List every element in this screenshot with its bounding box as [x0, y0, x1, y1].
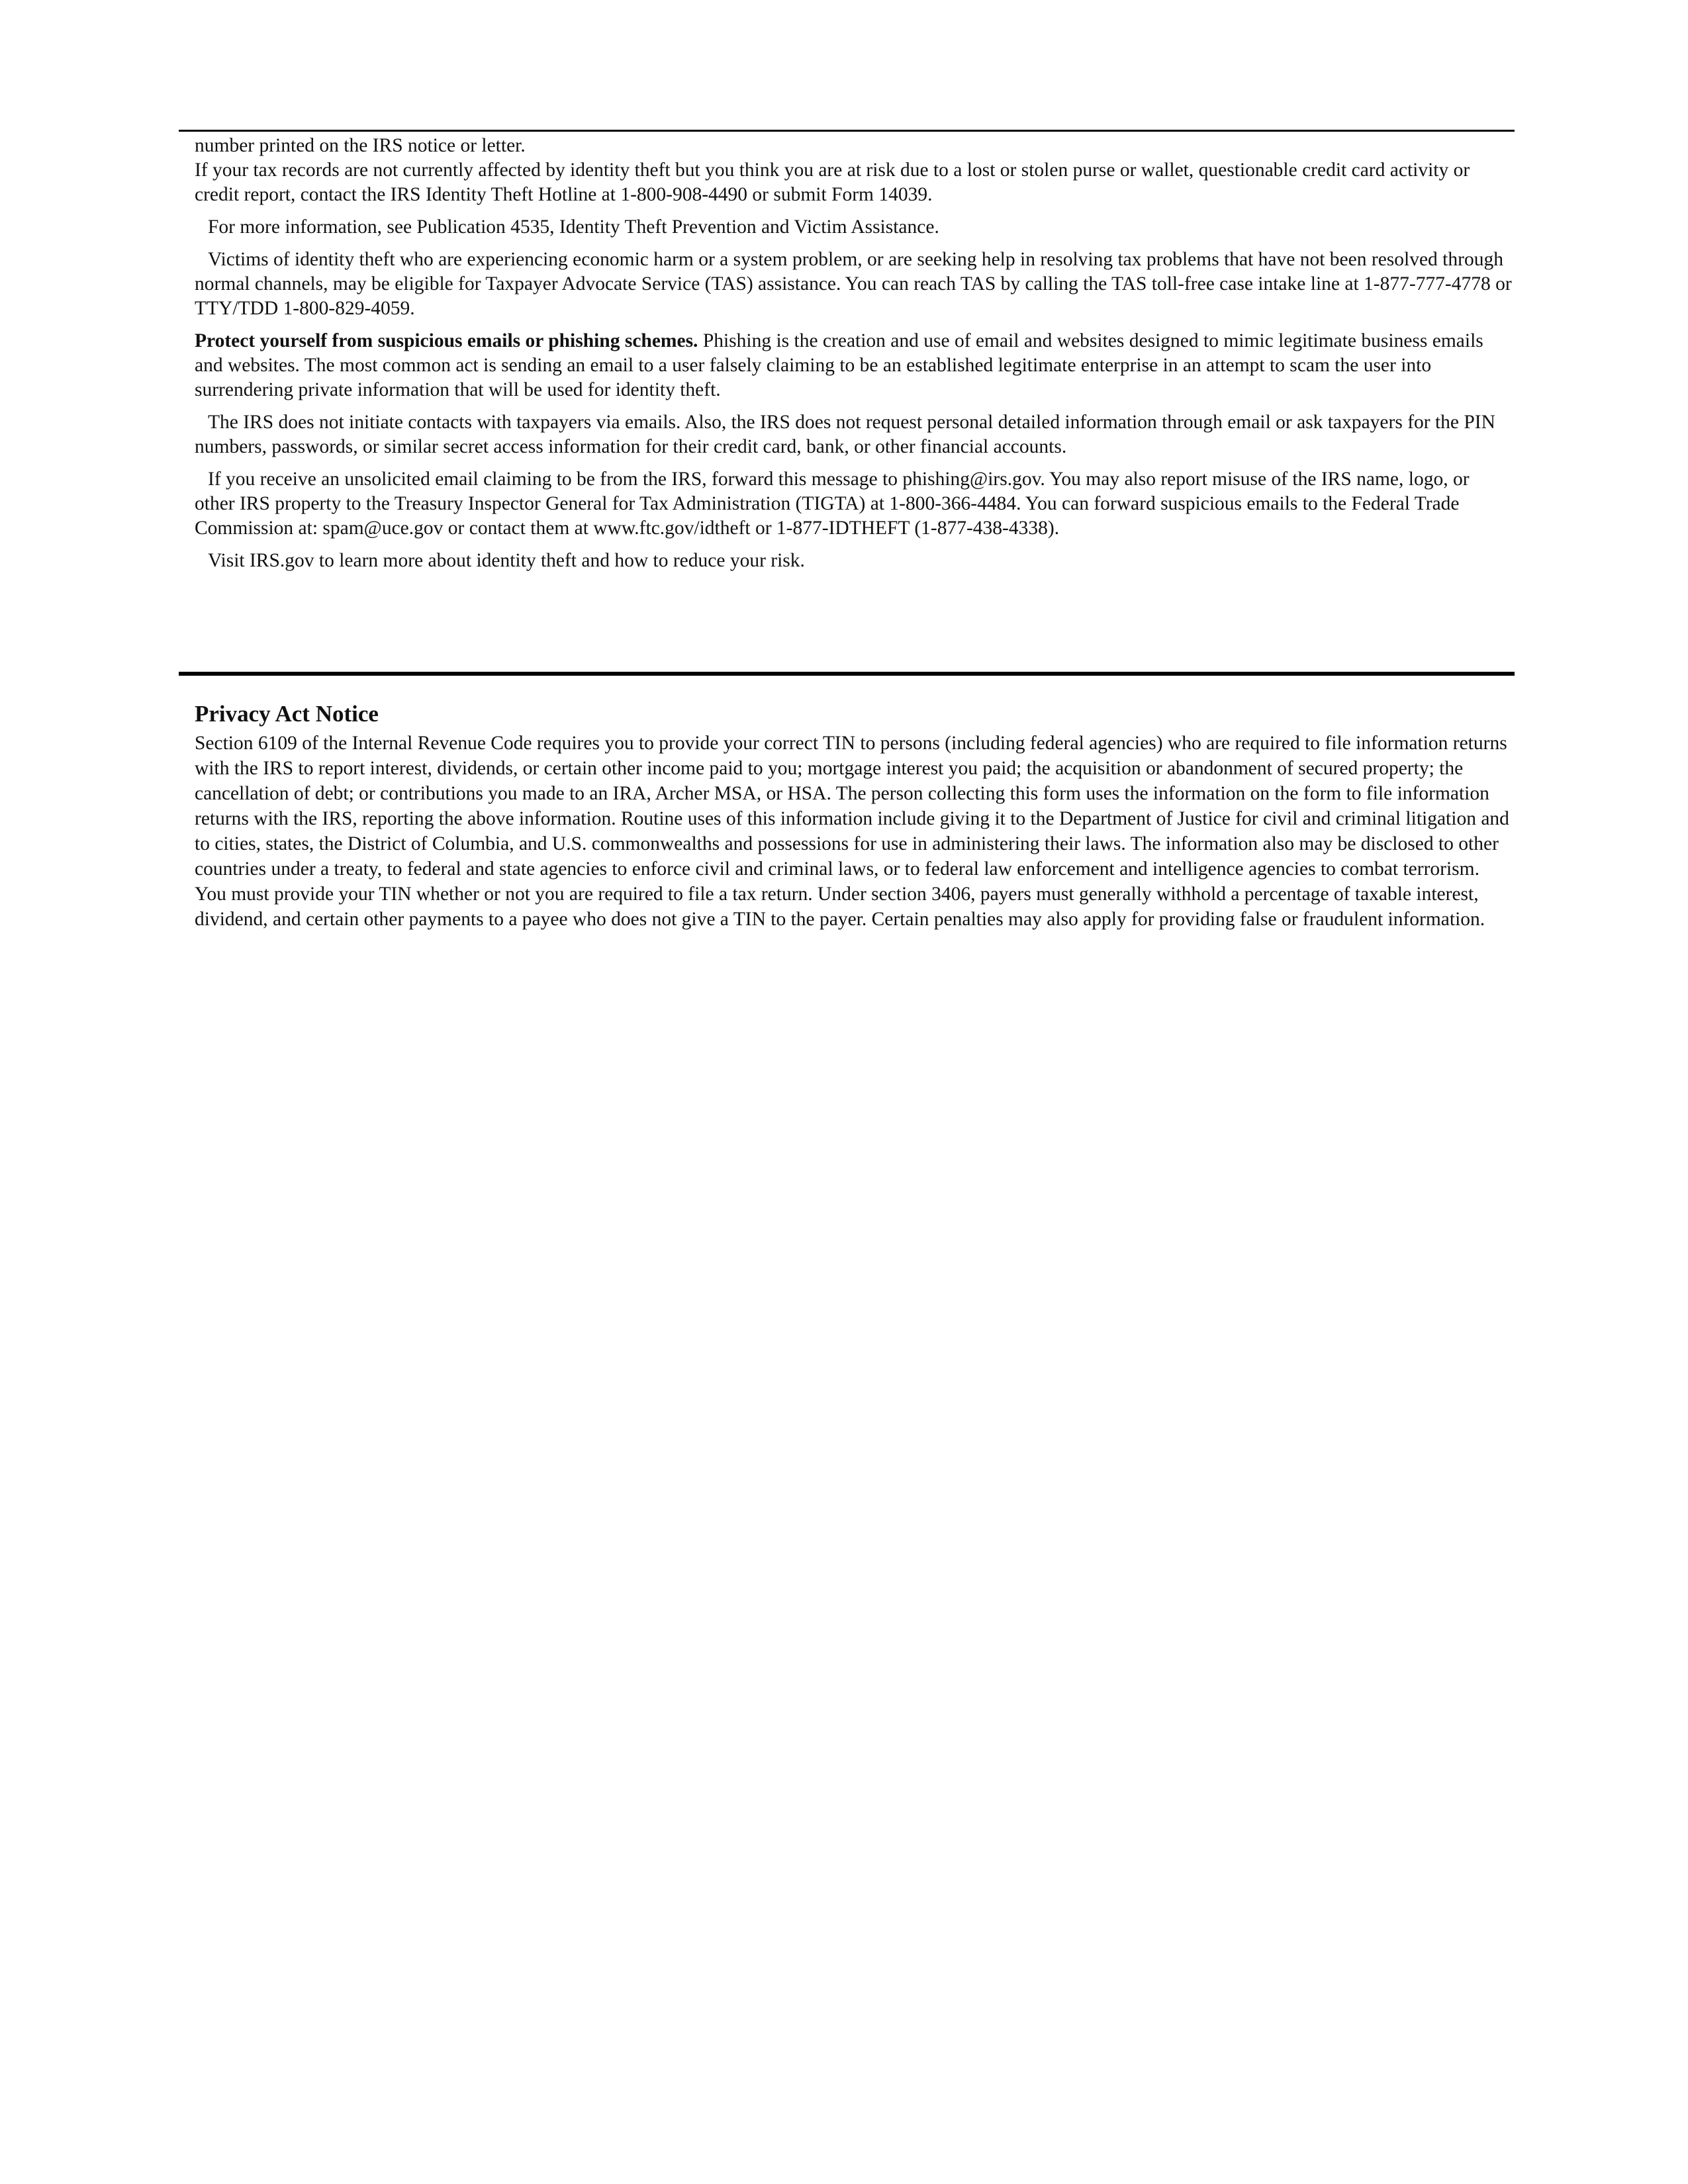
phishing-lead: Protect yourself from suspicious emails or phishing schemes.	[195, 330, 698, 351]
top-rule	[179, 130, 1515, 132]
identity-theft-section	[195, 134, 1512, 581]
visit-irs-paragraph: Visit IRS.gov to learn more about identity theft and how to reduce your risk.	[208, 550, 805, 571]
report-email-paragraph: If you receive an unsolicited email claiming to be from the IRS, forward this message to phishing@irs.gov. You may also report misuse of the IRS name, logo, or other IRS property to the Treasury Inspector General for Tax Administration (TIGTA) at 1-800-366-4484. You can forward suspicious emails to the Federal Trade Commission at: spam@uce.gov or contact them at www.ftc.gov/idtheft or 1-877-IDTHEFT (1-877-438-4338).	[195, 469, 1470, 539]
privacy-heading: Privacy Act Notice	[195, 701, 379, 727]
section-divider	[179, 672, 1515, 676]
tas-paragraph: Victims of identity theft who are experiencing economic harm or a system problem, or are seeking help in resolving tax problems that have not been resolved through normal channels, may be eligible for Taxpayer Advocate Service (TAS) assistance. You can reach TAS by calling the TAS toll-free case intake line at 1-877-777-4778 or TTY/TDD 1-800-829-4059.	[195, 249, 1512, 319]
hotline-paragraph: If your tax records are not currently affected by identity theft but you think you are at risk due to a lost or stolen purse or wallet, questionable credit card activity or credit report, contact the IRS Identity Theft Hotline at 1-800-908-4490 or submit Form 14039.	[195, 159, 1470, 205]
continued-paragraph: number printed on the IRS notice or letter.	[195, 135, 526, 156]
publication-paragraph: For more information, see Publication 4535, Identity Theft Prevention and Victim Assistance.	[208, 216, 939, 238]
privacy-act-section	[195, 700, 1512, 932]
phishing-text: Phishing is the creation and use of email and websites designed to mimic legitimate business emails and websites. The most common act is sending an email to a user falsely claiming to be an established legitimate enterprise in an attempt to scam the user into surrendering private information that will be used for identity theft.	[195, 330, 1483, 400]
irs-contact-paragraph: The IRS does not initiate contacts with taxpayers via emails. Also, the IRS does not request personal detailed information through email or ask taxpayers for the PIN numbers, passwords, or similar secret access information for their credit card, bank, or other financial accounts.	[195, 412, 1495, 457]
phishing-paragraph	[195, 329, 1512, 402]
privacy-body: Section 6109 of the Internal Revenue Code requires you to provide your correct TIN to persons (including federal agencies) who are required to file information returns with the IRS to report interest, dividends, or certain other income paid to you; mortgage interest you paid; the acquisition or abandonment of secured property; the cancellation of debt; or contributions you made to an IRA, Archer MSA, or HSA. The person collecting this form uses the information on the form to file information returns with the IRS, reporting the above information. Routine uses of this information include giving it to the Department of Justice for civil and criminal litigation and to cities, states, the District of Columbia, and U.S. commonwealths and possessions for use in administering their laws. The information also may be disclosed to other countries under a treaty, to federal and state agencies to enforce civil and criminal laws, or to federal law enforcement and intelligence agencies to combat terrorism. You must provide your TIN whether or not you are required to file a tax return. Under section 3406, payers must generally withhold a percentage of taxable interest, dividend, and certain other payments to a payee who does not give a TIN to the payer. Certain penalties may also apply for providing false or fraudulent information.	[195, 733, 1509, 930]
